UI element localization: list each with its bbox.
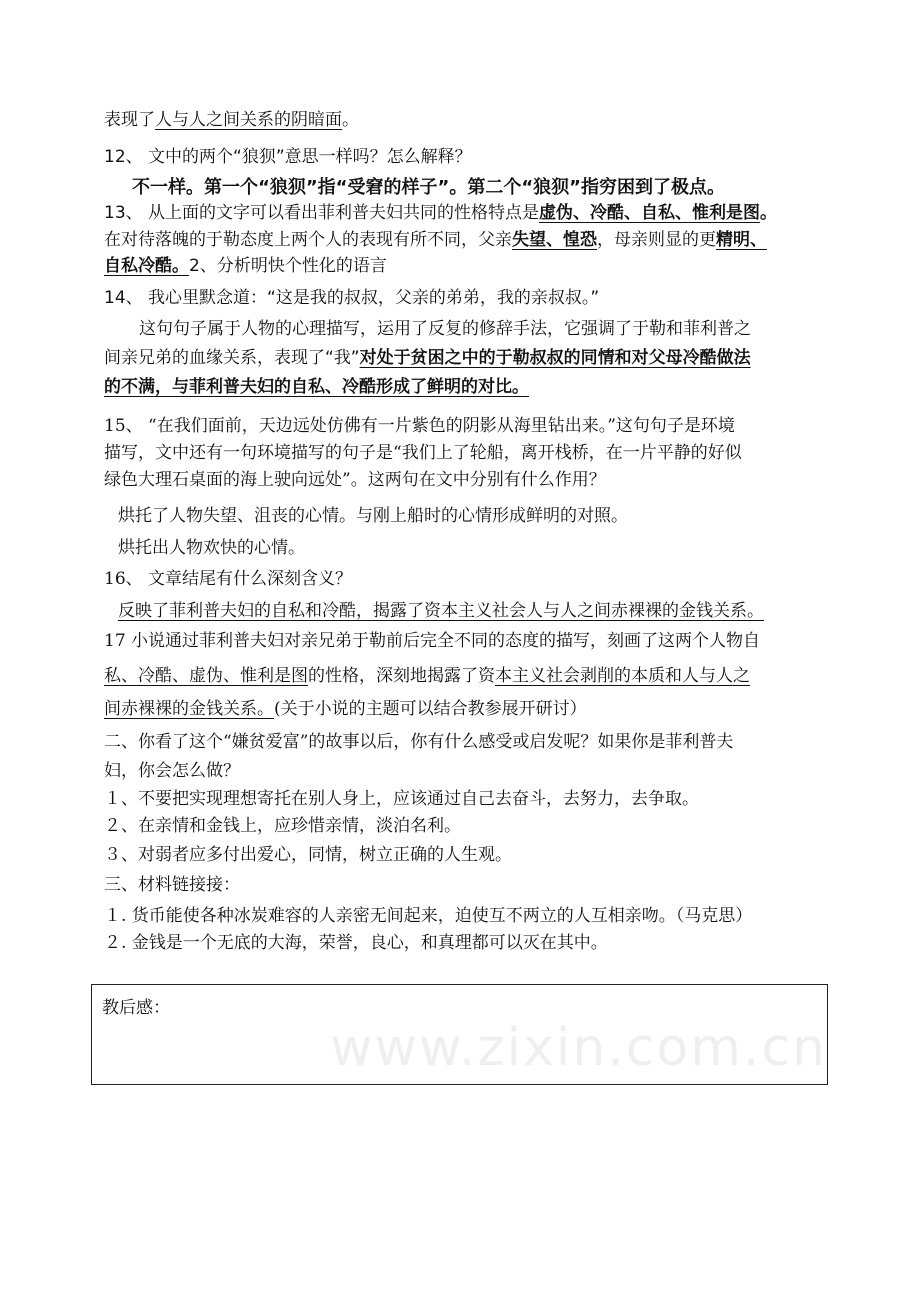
text: 。	[342, 110, 359, 130]
paragraph-continuation	[104, 108, 359, 132]
paragraph-17-line3: 间赤裸裸的金钱关系。(关于小说的主题可以结合教参展开研讨）	[104, 699, 587, 719]
section-2-line2: 妇，你会怎么做？	[104, 761, 240, 781]
section-3-item-1: １. 货币能使各种冰炭难容的人亲密无间起来，迫使互不两立的人互相亲吻。（马克思）	[104, 906, 753, 926]
answer-13-traits: 虚伪、冷酷、自私、惟利是图	[539, 203, 761, 223]
paragraph-17-line1: 17 小说通过菲利普夫妇对亲兄弟于勒前后完全不同的态度的描写，刻画了这两个人物自	[104, 631, 761, 651]
text: 表现了	[104, 110, 155, 130]
question-14: 14、 我心里默念道：“这是我的叔叔，父亲的弟弟，我的亲叔叔。”	[104, 288, 600, 308]
section-3-title: 三、材料链接接：	[104, 875, 240, 895]
answer-16: 反映了菲利普夫妇的自私和冷酷，揭露了资本主义社会人与人之间赤裸裸的金钱关系。	[118, 601, 764, 621]
answer-14-line2: 间亲兄弟的血缘关系，表现了“我”对处于贫困之中的于勒叔叔的同情和对父母冷酷做法	[104, 348, 751, 368]
answer-13-mother: 精明、	[716, 230, 767, 250]
question-13-line1: 13、 从上面的文字可以看出菲利普夫妇共同的性格特点是虚伪、冷酷、自私、惟利是图。	[104, 203, 778, 223]
answer-14-line3: 的不满，与菲利普夫妇的自私、冷酷形成了鲜明的对比。	[104, 377, 529, 397]
reflection-label: 教后感：	[102, 998, 170, 1018]
section-2-item-1: １、不要把实现理想寄托在别人身上，应该通过自己去奋斗，去努力，去争取。	[104, 789, 699, 809]
section-3-item-2: ２. 金钱是一个无底的大海，荣誉，良心，和真理都可以灭在其中。	[104, 933, 608, 953]
underlined-text: 人与人之间关系的阴暗面	[155, 110, 342, 130]
question-12: 12、 文中的两个“狼狈”意思一样吗？怎么解释？	[104, 147, 472, 167]
question-15-line2: 描写，文中还有一句环境描写的句子是“我们上了轮船，离开栈桥，在一片平静的好似	[104, 443, 742, 463]
answer-15-line2: 烘托出人物欢快的心情。	[118, 538, 305, 558]
answer-15-line1: 烘托了人物失望、沮丧的心情。与刚上船时的心情形成鲜明的对照。	[118, 506, 628, 526]
paragraph-17-line2: 私、冷酷、虚伪、惟利是图的性格，深刻地揭露了资本主义社会剥削的本质和人与人之	[104, 666, 750, 686]
watermark: www.zixin.com.cn	[330, 1018, 827, 1078]
question-15-line1: 15、 “在我们面前，天边远处仿佛有一片紫色的阴影从海里钻出来。”这句句子是环境	[104, 416, 735, 436]
question-15-line3: 绿色大理石桌面的海上驶向远处”。这两句在文中分别有什么作用？	[104, 470, 606, 490]
question-13-line2: 在对待落魄的于勒态度上两个人的表现有所不同，父亲失望、惶恐，母亲则显的更精明、	[104, 230, 767, 250]
section-2-item-2: ２、在亲情和金钱上，应珍惜亲情，淡泊名利。	[104, 816, 461, 836]
answer-12: 不一样。第一个“狼狈”指“受窘的样子”。第二个“狼狈”指穷困到了极点。	[132, 177, 725, 198]
section-2-item-3: ３、对弱者应多付出爱心，同情，树立正确的人生观。	[104, 845, 512, 865]
answer-14-line1: 这句句子属于人物的心理描写，运用了反复的修辞手法，它强调了于勒和菲利普之	[139, 319, 751, 339]
question-16: 16、 文章结尾有什么深刻含义？	[104, 569, 353, 589]
section-2-line1: 二、你看了这个“嫌贫爱富”的故事以后，你有什么感受或启发呢？如果你是菲利普夫	[104, 732, 734, 752]
question-13-line3: 自私冷酷。2、分析明快个性化的语言	[104, 256, 387, 276]
answer-13-father: 失望、惶恐	[512, 230, 597, 250]
